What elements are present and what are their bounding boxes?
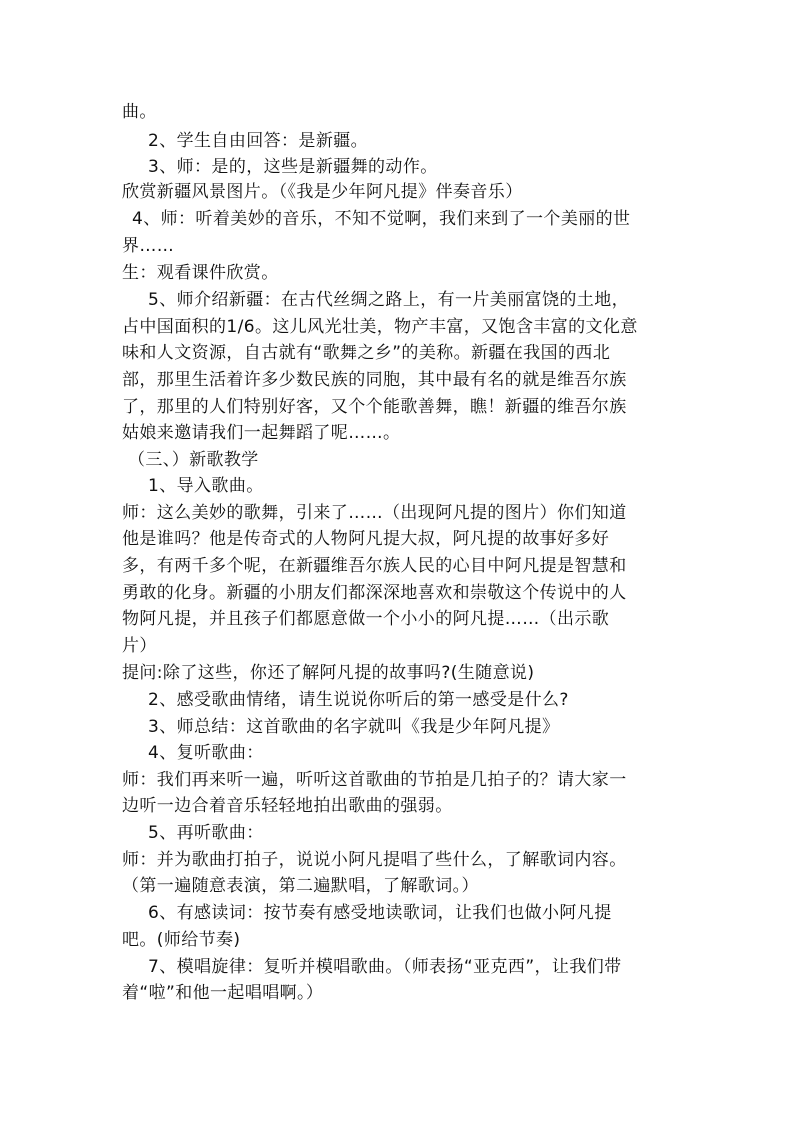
text-line: 生：观看课件欣赏。 (122, 263, 279, 283)
text-line: 界…… (122, 236, 175, 256)
text-line: 姑娘来邀请我们一起舞蹈了呢……。 (122, 423, 401, 443)
text-line: 师：这么美妙的歌舞，引来了……（出现阿凡提的图片）你们知道 (122, 503, 627, 523)
text-line: 5、师介绍新疆：在古代丝绸之路上，有一片美丽富饶的土地， (148, 290, 630, 310)
text-line: 5、再听歌曲： (148, 823, 264, 843)
text-line: 曲。 (122, 102, 157, 122)
text-line: 1、导入歌曲。 (148, 476, 264, 496)
section-heading: （三、）新歌教学 (128, 450, 259, 470)
text-line: 2、学生自由回答：是新疆。 (148, 131, 369, 151)
text-line: 他是谁吗？他是传奇式的人物阿凡提大叔，阿凡提的故事好多好 (122, 529, 610, 549)
text-line: 3、师：是的，这些是新疆舞的动作。 (148, 157, 438, 177)
text-line: 味和人文资源，自古就有“歌舞之乡”的美称。新疆在我国的西北 (122, 343, 611, 363)
text-line: 边听一边合着音乐轻轻地拍出歌曲的强弱。 (122, 796, 453, 816)
text-line: 片） (122, 636, 157, 656)
text-line: 7、模唱旋律：复听并模唱歌曲。（师表扬“亚克西”，让我们带 (148, 957, 622, 977)
text-line: 3、师总结：这首歌曲的名字就叫《我是少年阿凡提》 (148, 717, 560, 737)
text-line: 了，那里的人们特别好客，又个个能歌善舞，瞧！新疆的维吾尔族 (122, 397, 627, 417)
text-line: 师：并为歌曲打拍子，说说小阿凡提唱了些什么，了解歌词内容。 (122, 850, 627, 870)
text-line: 师：我们再来听一遍，听听这首歌曲的节拍是几拍子的？请大家一 (122, 770, 627, 790)
text-line: 6、有感读词：按节奏有感受地读歌词，让我们也做小阿凡提 (148, 903, 612, 923)
text-line: 2、感受歌曲情绪，请生说说你听后的第一感受是什么? (148, 690, 569, 710)
text-line: 欣赏新疆风景图片。（《我是少年阿凡提》伴奏音乐） (122, 182, 523, 202)
text-line: 占中国面积的1/6。这儿风光壮美，物产丰富，又饱含丰富的文化意 (122, 317, 638, 337)
text-line: 勇敢的化身。新疆的小朋友们都深深地喜欢和崇敬这个传说中的人 (122, 583, 627, 603)
text-line: 吧。(师给节奏) (122, 930, 241, 950)
text-line: 着“啦”和他一起唱唱啊。） (122, 983, 324, 1003)
text-line: （第一遍随意表演，第二遍默唱，了解歌词。） (122, 876, 479, 896)
text-line: 多，有两千多个呢，在新疆维吾尔族人民的心目中阿凡提是智慧和 (122, 556, 627, 576)
text-line: 部，那里生活着许多少数民族的同胞，其中最有名的就是维吾尔族 (122, 370, 627, 390)
text-line: 4、师：听着美妙的音乐，不知不觉啊，我们来到了一个美丽的世 (132, 209, 631, 229)
text-line: 提问:除了这些，你还了解阿凡提的故事吗?(生随意说) (122, 663, 535, 683)
text-line: 4、复听歌曲： (148, 743, 264, 763)
text-line: 物阿凡提，并且孩子们都愿意做一个小小的阿凡提……（出示歌 (122, 609, 610, 629)
